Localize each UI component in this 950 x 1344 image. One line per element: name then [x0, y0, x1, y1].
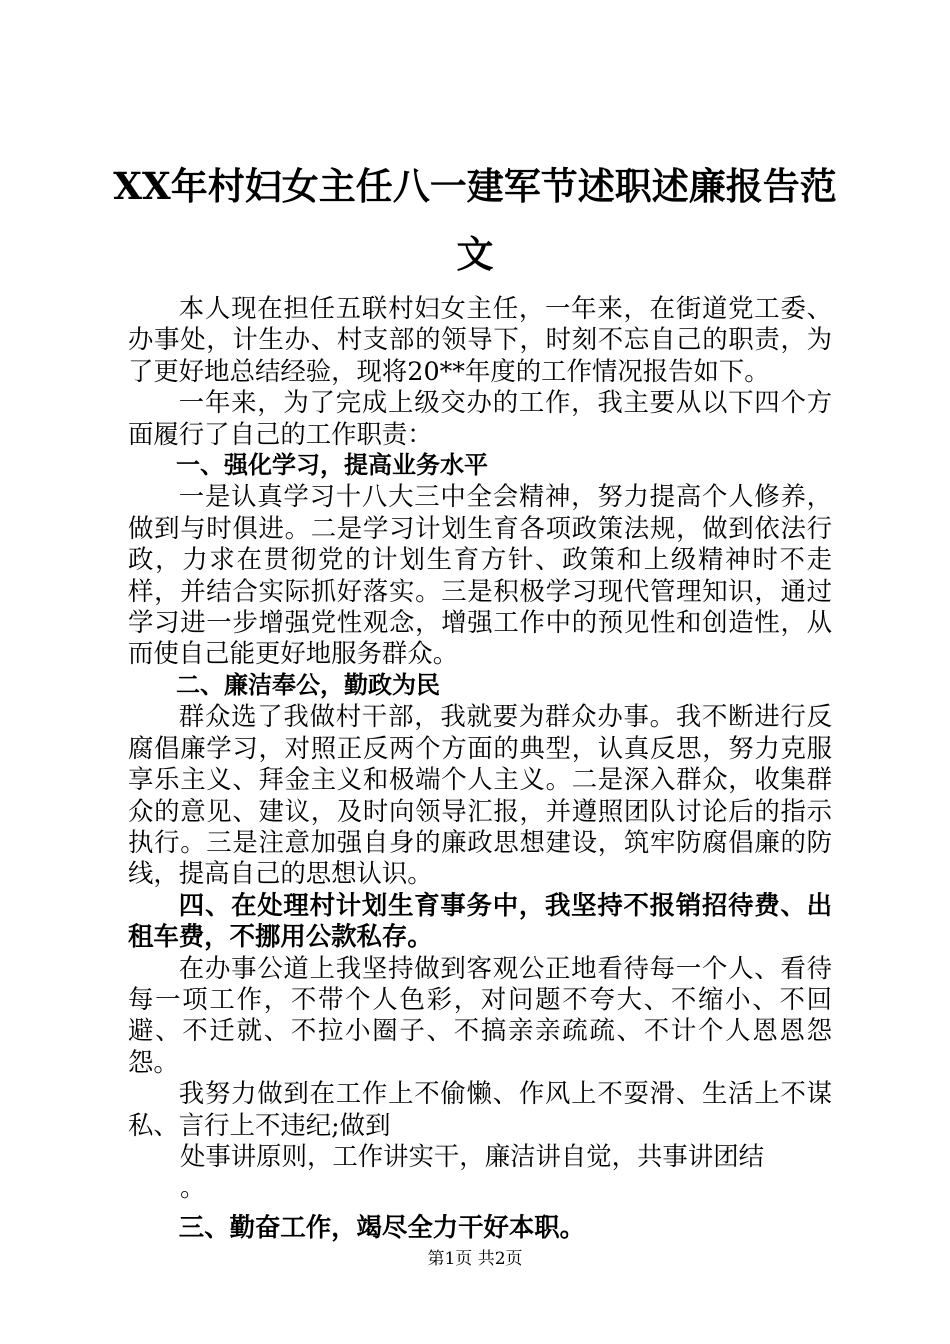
section-heading-4: 四、在处理村计划生育事务中，我坚持不报销招待费、出租车费，不挪用公款私存。	[128, 889, 832, 952]
paragraph-overview: 一年来，为了完成上级交办的工作，我主要从以下四个方面履行了自己的工作职责：	[128, 387, 832, 449]
document-title: XX年村妇女主任八一建军节述职述廉报告范文	[113, 164, 837, 276]
paragraph-section-1: 一是认真学习十八大三中全会精神，努力提高个人修养，做到与时俱进。二是学习计划生育各项政策法规，做到依法行政，力求在贯彻党的计划生育方针、政策和上级精神时不走样，并结合实际抓好落实。三是积极学习现代管理知识，通过学习进一步增强党性观念，增强工作中的预见性和创造性，从而使自己能更好地服务群众。	[128, 481, 832, 669]
document-body	[128, 293, 832, 1243]
paragraph-section-2: 群众选了我做村干部，我就要为群众办事。我不断进行反腐倡廉学习，对照正反两个方面的典型，认真反思，努力克服享乐主义、拜金主义和极端个人主义。二是深入群众，收集群众的意见、建议，及时向领导汇报，并遵照团队讨论后的指示执行。三是注意加强自身的廉政思想建设，筑牢防腐倡廉的防线，提高自己的思想认识。	[128, 701, 832, 889]
section-heading-3: 三、勤奋工作，竭尽全力干好本职。	[178, 1211, 586, 1242]
paragraph-fairness: 在办事公道上我坚持做到客观公正地看待每一个人、看待每一项工作，不带个人色彩，对问题不夸大、不缩小、不回避、不迁就、不拉小圈子、不搞亲亲疏疏、不计个人恩恩怨怨。	[128, 952, 832, 1077]
paragraph-period: 。	[180, 1172, 206, 1203]
page-indicator: 第1页 共2页	[427, 1249, 523, 1269]
paragraph-effort: 我努力做到在工作上不偷懒、作风上不耍滑、生活上不谋私、言行上不违纪;做到	[128, 1078, 832, 1140]
paragraph-principles: 处事讲原则，工作讲实干，廉洁讲自觉，共事讲团结	[180, 1140, 764, 1171]
section-heading-1: 一、强化学习，提高业务水平	[176, 451, 488, 480]
paragraph-intro: 本人现在担任五联村妇女主任，一年来，在街道党工委、办事处，计生办、村支部的领导下，时刻不忘自己的职责，为了更好地总结经验，现将20**年度的工作情况报告如下。	[128, 293, 832, 386]
section-heading-2: 二、廉洁奉公，勤政为民	[176, 670, 440, 699]
